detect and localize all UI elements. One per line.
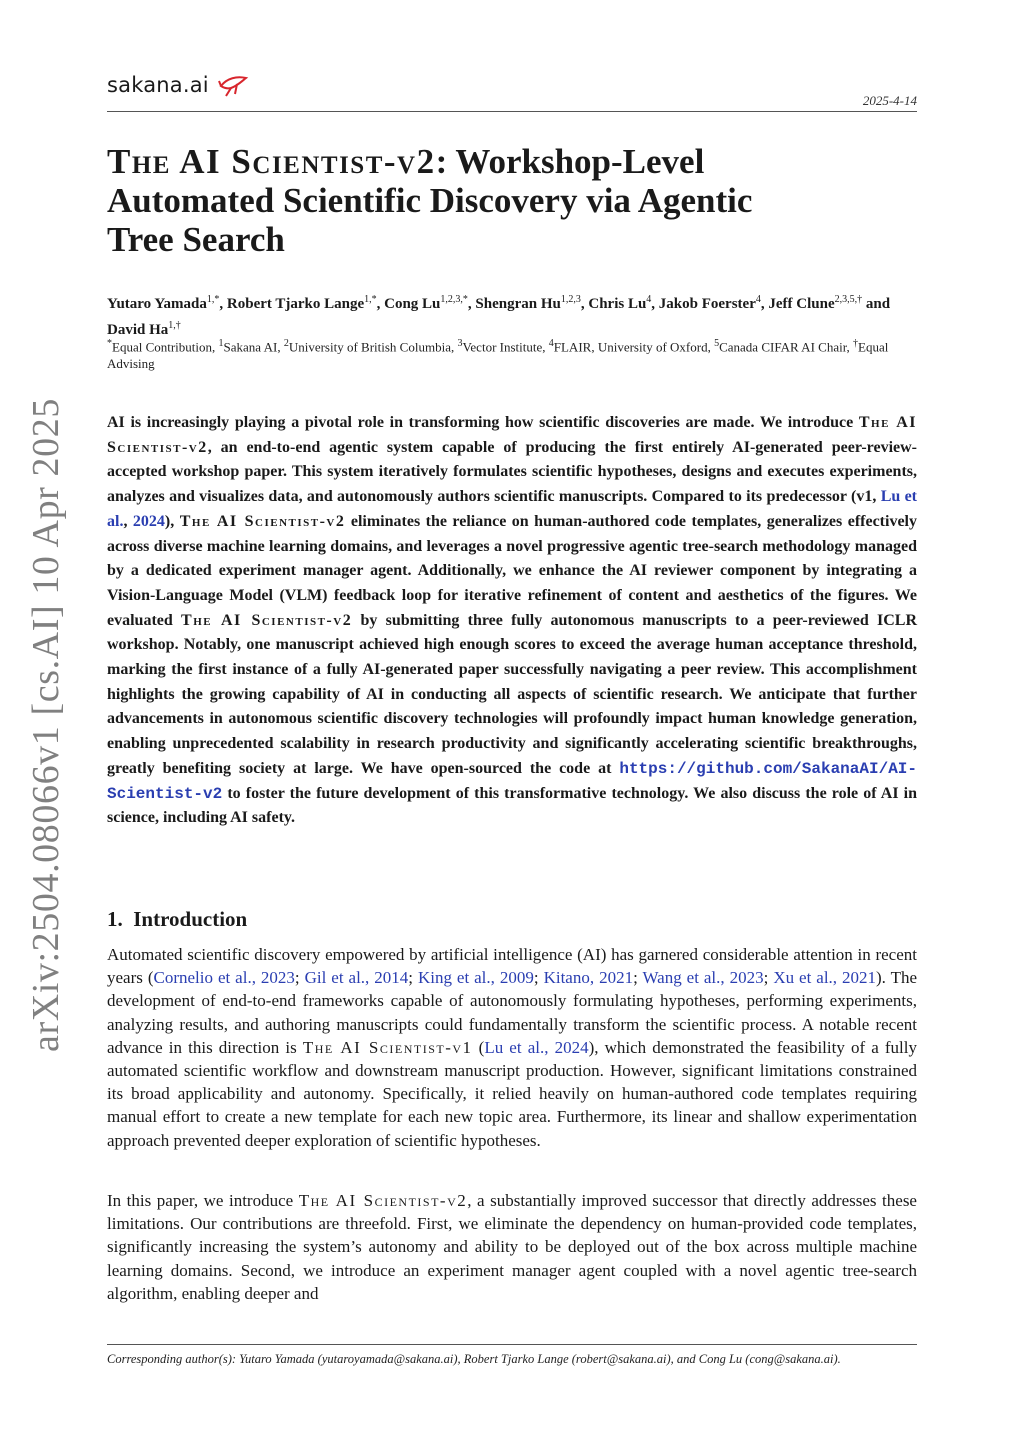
logo-text: sakana.ai [107,73,209,97]
arxiv-identifier: arXiv:2504.08066v1 [cs.AI] 10 Apr 2025 [25,398,67,1052]
abstract: AI is increasingly playing a pivotal role in transforming how scientific discoveries are made. We introduce The AI Scientist-v2, an end-to-end agentic system capable of producing the first entirely AI-generated peer-review-accepted workshop paper. This system iteratively formulates scientific hypotheses, designs and executes experiments, analyzes and visualizes data, and autonomously authors scientific manuscripts. Compared to its predecessor (v1, Lu et al., 2024), The AI Scientist-v2 eliminates the reliance on human-authored code templates, generalizes effectively across diverse machine learning domains, and leverages a novel progressive agentic tree-search methodology managed by a dedicated experiment manager agent. Additionally, we enhance the AI reviewer component by integrating a Vision-Language Model (VLM) feedback loop for iterative refinement of content and aesthetics of the figures. We evaluated The AI Scientist-v2 by submitting three fully autonomous manuscripts to a peer-reviewed ICLR workshop. Notably, one manuscript achieved high enough scores to exceed the average human acceptance threshold, marking the first instance of a fully AI-generated paper successfully navigating a peer review. This accomplishment highlights the growing capability of AI in conducting all aspects of scientific research. We anticipate that further advancements in autonomous scientific discovery technologies will profoundly impact human knowledge generation, enabling unprecedented scalability in research productivity and significantly accelerating scientific breakthroughs, greatly benefiting society at large. We have open-sourced the code at https://github.com/SakanaAI/AI-Scientist-v2 to foster the future development of this transformative technology. We also discuss the role of AI in science, including AI safety. [107,414,918,827]
citation-link[interactable]: Wang et al., 2023 [642,968,764,988]
header-rule [107,111,917,112]
author: Shengran Hu$^{1,2,3}$, [475,294,589,312]
author: Cong $Lu^{1,2,3,*}$, [384,294,476,312]
affiliations: *Equal Contribution, $^1$Sakana AI, $^2$University of British Columbia, $^3$Vector Institute, $^4$FLAIR, University of Oxford, $^5$Canada CIFAR AI Chair, †Equal Advising [107,338,889,372]
author: Chris Lu$^4$, [588,294,659,312]
publication-date: 2025-4-14 [862,93,917,108]
citation-year-link[interactable]: 2024 [132,512,165,530]
citation-link[interactable]: Cornelio et al., 2023 [153,968,295,988]
system-name: The AI Scientist-v2 [181,611,353,629]
system-name: The AI Scientist-v2 [298,1191,468,1210]
title-line3: Tree Search [107,220,285,259]
title-line2: Automated Scientific Discovery via Agentic [107,181,753,220]
author: Robert Tjarko Lange$^{1,*}$, [226,294,385,312]
system-name: The AI Scientist-v2 [107,414,918,456]
author-list [107,289,907,341]
intro-paragraph-1: Automated scientific discovery empowered by artificial intelligence (AI) has garnered considerable attention in recent years (Cornelio et al., 2023; Gil et al., 2014; King et al., 2009; Kitano, 2021; Wang et al., 2023; Xu et al., 2021). The development of end-to-end frameworks capable of autonomously formulating hypotheses, performing experiments, analyzing results, and authoring manuscripts could fundamentally transform the scientific process. A notable recent advance in this direction is The AI Scientist-v1 (Lu et al., 2024), which demonstrated the feasibility of a fully automated scientific workflow and downstream manuscript production. However, significant limitations constrained its broad applicability and autonomy. Specifically, it relied heavily on human-authored code templates requiring manual effort to create a new template for each new topic area. Furthermore, its linear and shallow experimentation approach prevented deeper exploration of scientific hypotheses. [107,945,918,1150]
corresponding-author-note: Corresponding author(s): Yutaro Yamada (yutaroyamada@sakana.ai), Robert Tjarko Lange (robert@sakana.ai), and Cong Lu (cong@sakana.ai). [107,1352,841,1366]
citation-link[interactable]: Kitano, 2021 [543,968,634,988]
system-name: The AI Scientist-v1 [302,1037,473,1057]
title-system-name: The AI Scientist-v2 [107,142,436,181]
footnote-rule [107,1344,917,1345]
citation-link[interactable]: Lu et al., 2024 [484,1037,589,1057]
author: David $Ha^{1,\dagger}$ [107,320,181,338]
title-line1-rest: : Workshop-Level [435,142,705,181]
author: Jeff Clune$^{2,3,5,\dagger}$ and [768,294,891,312]
github-url-link[interactable]: https://github.com/SakanaAI/AI-Scientist-v2 [107,759,917,803]
section-heading: 1. Introduction [107,907,248,931]
paper-title [107,142,887,259]
author: Jakob Foerster$^4$, [658,294,769,312]
sakana-logo [107,72,249,98]
citation-link[interactable]: Xu et al., 2021 [773,968,877,988]
author: Yutaro Yamada$^{1,*}$, [107,294,227,312]
citation-link[interactable]: Gil et al., 2014 [304,968,409,988]
system-name: The AI Scientist-v2 [179,512,346,530]
citation-link[interactable]: Lu et al. [107,488,917,530]
intro-paragraph-2: In this paper, we introduce The AI Scientist-v2, a substantially improved successor that directly addresses these limitations. Our contributions are threefold. First, we eliminate the dependency on human-provided code templates, significantly increasing the system’s autonomy and ability to be deployed out of the box across multiple machine learning domains. Second, we introduce an experiment manager agent coupled with a novel agentic tree-search algorithm, enabling deeper and [107,1191,917,1303]
citation-link[interactable]: King et al., 2009 [417,968,534,988]
fish-icon [217,72,249,98]
